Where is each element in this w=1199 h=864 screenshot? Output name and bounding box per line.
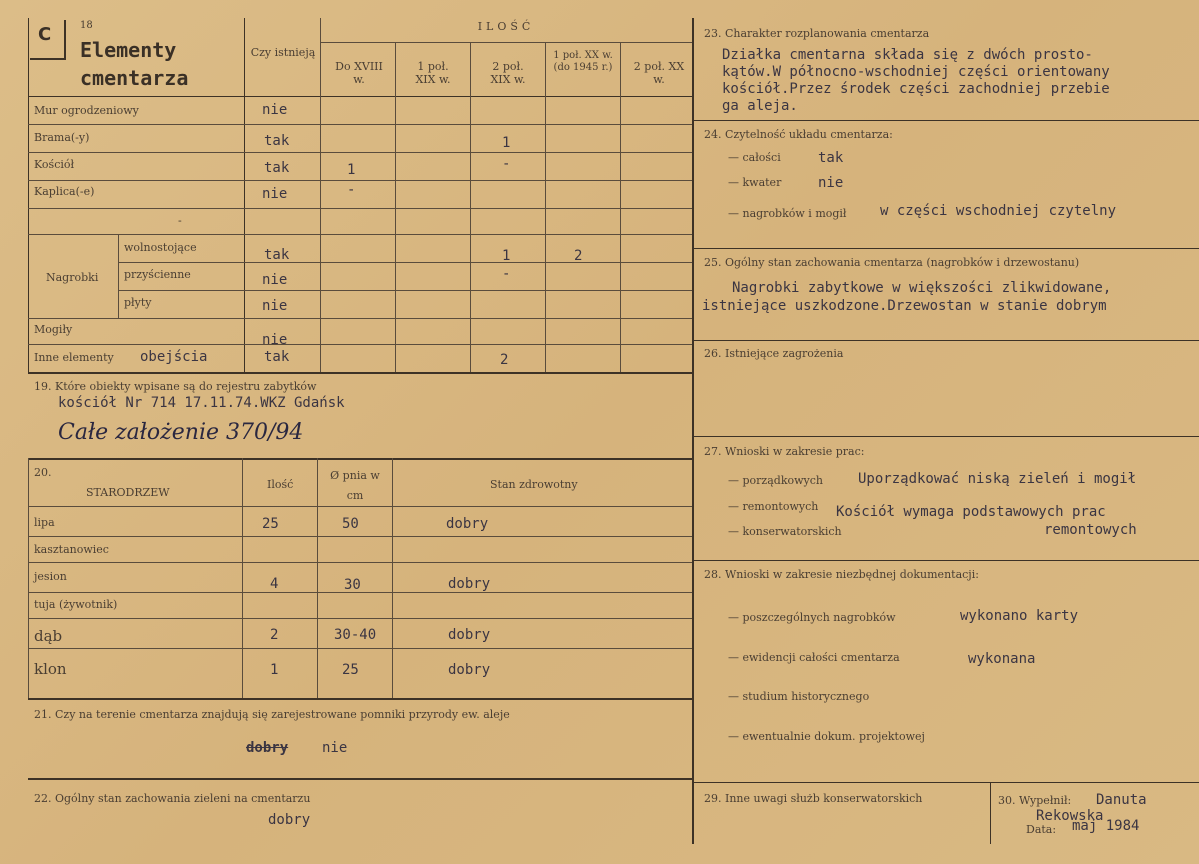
s22-value: dobry	[268, 812, 311, 828]
s23-line2: kątów.W północno-wschodniej części orientowany	[722, 64, 1110, 80]
row-przysc-c3: -	[502, 266, 511, 282]
s25-line2: istniejące uszkodzone.Drzewostan w stanie dobrym	[702, 298, 1107, 314]
row-przysc-exists: nie	[262, 272, 288, 288]
s30-date-label: Data:	[1026, 823, 1057, 836]
tree-diam: 25	[342, 662, 359, 678]
s30-date: maj 1984	[1072, 818, 1140, 834]
col-1xix-header: 1 poł. XIX w.	[415, 60, 451, 86]
s27-b-label: — remontowych	[728, 500, 819, 513]
col-2xix-header: 2 poł. XIX w.	[490, 60, 526, 86]
s22-label: 22. Ogólny stan zachowania zieleni na cmentarzu	[34, 792, 311, 805]
s26-label: 26. Istniejące zagrożenia	[704, 347, 844, 360]
row-kaplica-exists: nie	[262, 186, 288, 202]
tree-state: dobry	[448, 576, 491, 592]
trees-state-header: Stan zdrowotny	[490, 478, 578, 491]
s27-a-label: — porządkowych	[728, 474, 823, 487]
s30-label: 30. Wypełnił:	[998, 794, 1072, 807]
row-mogily-label: Mogiły	[34, 323, 73, 336]
s21-value: nie	[322, 740, 348, 756]
tree-diam: 50	[342, 516, 359, 532]
s23-line1: Działka cmentarna składa się z dwóch prosto-	[722, 47, 1093, 63]
s29-label: 29. Inne uwagi służb konserwatorskich	[704, 792, 923, 805]
row-inne-c3: 2	[500, 352, 509, 368]
title-line1: Elementy	[80, 38, 177, 62]
s23-line3: kościół.Przez środek części zachodniej przebie	[722, 81, 1110, 97]
tree-qty: 4	[270, 576, 279, 592]
s30-name2: Rekowska	[1036, 808, 1104, 824]
row-mogily-exists: nie	[262, 332, 288, 348]
col-xviii-header: Do XVIII w.	[335, 60, 383, 86]
tree-name: klon	[34, 660, 67, 678]
row-nagrobki-label: Nagrobki	[46, 271, 99, 284]
card-number: 18	[80, 20, 93, 31]
tree-name: tuja (żywotnik)	[34, 598, 118, 611]
row-kaplica-label: Kaplica(-e)	[34, 185, 95, 198]
s25-label: 25. Ogólny stan zachowania cmentarza (nagrobków i drzewostanu)	[704, 256, 1080, 269]
tree-name: jesion	[34, 570, 67, 583]
row-inne-exists: tak	[264, 349, 290, 365]
row-brama-exists: tak	[264, 133, 290, 149]
row-wolno-exists: tak	[264, 247, 290, 263]
s24-b-value: nie	[818, 175, 844, 191]
s24-label: 24. Czytelność układu cmentarza:	[704, 128, 893, 141]
trees-header: STARODRZEW	[86, 486, 170, 499]
s25-line1: Nagrobki zabytkowe w większości zlikwidowane,	[732, 280, 1112, 296]
row-mur-label: Mur ogrodzeniowy	[34, 104, 139, 117]
row-inne-value: obejścia	[140, 349, 208, 365]
s19-handwritten: Całe założenie 370/94	[58, 420, 304, 445]
s19-label: 19. Które obiekty wpisane są do rejestru zabytków	[34, 380, 317, 393]
row-kaplica-c1: -	[347, 182, 356, 198]
col-1xx-header: 1 poł. XX w. (do 1945 r.)	[553, 50, 613, 73]
s24-c-label: — nagrobków i mogił	[728, 207, 847, 220]
col-exists-header: Czy istnieją	[250, 46, 316, 59]
s24-a-label: — całości	[728, 151, 781, 164]
s21-struck: dobry	[246, 740, 289, 756]
row-kosciol-label: Kościół	[34, 158, 75, 171]
s21-label: 21. Czy na terenie cmentarza znajdują się zarejestrowane pomniki przyrody ew. aleje	[34, 708, 510, 721]
trees-number: 20.	[34, 466, 52, 479]
tree-qty: 1	[270, 662, 279, 678]
s27-label: 27. Wnioski w zakresie prac:	[704, 445, 865, 458]
s28-c-label: — studium historycznego	[728, 690, 870, 703]
tree-state: dobry	[446, 516, 489, 532]
quantity-header: ILOŚĆ	[477, 20, 535, 33]
s24-a-value: tak	[818, 150, 844, 166]
row-mur-exists: nie	[262, 102, 288, 118]
row-blank-label: -	[178, 214, 182, 227]
row-wolno-label: wolnostojące	[124, 241, 197, 254]
s24-b-label: — kwater	[728, 176, 782, 189]
row-brama-label: Brama(-y)	[34, 131, 90, 144]
row-kosciol-c3: -	[502, 156, 511, 172]
tree-name: lipa	[34, 516, 55, 529]
row-wolno-c4: 2	[574, 248, 583, 264]
row-plyty-exists: nie	[262, 298, 288, 314]
row-brama-c3: 1	[502, 135, 511, 151]
tree-name: dąb	[34, 627, 63, 645]
tree-state: dobry	[448, 627, 491, 643]
tree-diam: 30	[344, 577, 361, 593]
row-przysc-label: przyścienne	[124, 268, 191, 281]
s27-b-value: Kościół wymaga podstawowych prac	[836, 504, 1106, 520]
s28-label: 28. Wnioski w zakresie niezbędnej dokumentacji:	[704, 568, 979, 581]
tree-diam: 30-40	[334, 627, 377, 643]
tree-qty: 2	[270, 627, 279, 643]
s28-b-value: wykonana	[968, 651, 1036, 667]
row-kosciol-c1: 1	[347, 162, 356, 178]
s19-value: kościół Nr 714 17.11.74.WKZ Gdańsk	[58, 395, 345, 411]
s27-a-value: Uporządkować niską zieleń i mogił	[858, 471, 1137, 487]
s23-line4: ga aleja.	[722, 98, 798, 114]
row-inne-label: Inne elementy	[34, 351, 114, 364]
s24-c-value: w części wschodniej czytelny	[880, 203, 1117, 219]
col-2xx-header: 2 poł. XX w.	[633, 60, 685, 86]
s30-name1: Danuta	[1096, 792, 1147, 808]
s28-b-label: — ewidencji całości cmentarza	[728, 651, 900, 664]
s23-label: 23. Charakter rozplanowania cmentarza	[704, 27, 930, 40]
tree-state: dobry	[448, 662, 491, 678]
s28-d-label: — ewentualnie dokum. projektowej	[728, 730, 925, 743]
s28-a-value: wykonano karty	[960, 608, 1079, 624]
s27-c-label: — konserwatorskich	[728, 525, 842, 538]
s27-c-value: remontowych	[1044, 522, 1137, 538]
trees-diam-header: Ø pnia w cm	[330, 469, 380, 502]
title-line2: cmentarza	[80, 66, 189, 90]
tree-name: kasztanowiec	[34, 543, 109, 556]
s28-a-label: — poszczególnych nagrobków	[728, 611, 896, 624]
row-wolno-c3: 1	[502, 248, 511, 264]
trees-qty-header: Ilość	[267, 478, 294, 491]
tree-qty: 25	[262, 516, 279, 532]
row-kosciol-exists: tak	[264, 160, 290, 176]
card-code: C	[38, 24, 52, 45]
row-plyty-label: płyty	[124, 296, 152, 309]
